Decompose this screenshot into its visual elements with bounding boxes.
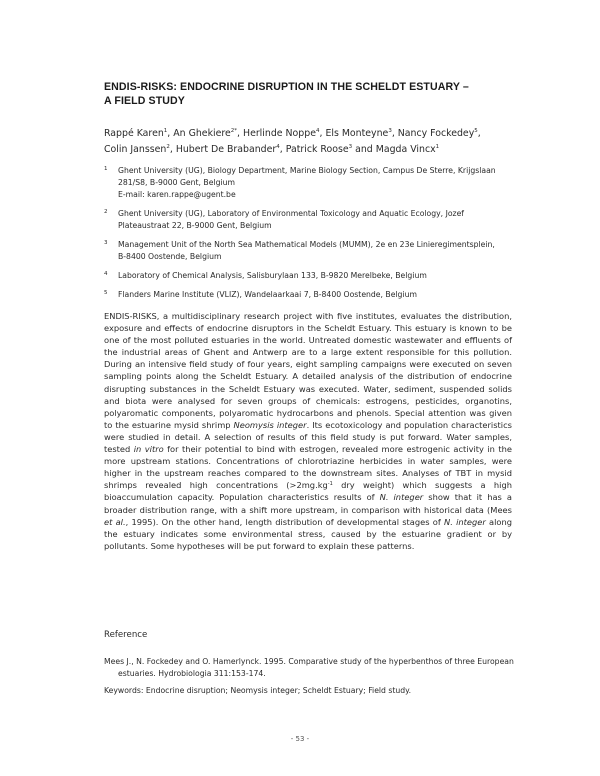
affiliation-item	[104, 289, 504, 301]
affiliation-text: Management Unit of the North Sea Mathematical Models (MUMM), 2e en 23e Linieregimentsplein, B-8400 Oostende, Belgium	[118, 240, 495, 261]
author: Patrick Roose$^3$ and	[285, 144, 376, 155]
affiliation-text: Ghent University (UG), Laboratory of Environmental Toxicology and Aquatic Ecology, Jozef Plateaustraat 22, B-9000 Gent, Belgium	[118, 209, 465, 230]
author: Colin Janssen$^2$,	[104, 144, 176, 155]
affiliation-number: 3	[104, 240, 108, 246]
author: Nancy Fockedey$^5$,	[397, 128, 481, 139]
abstract-paragraph: ENDIS-RISKS, a multidisciplinary research project with five institutes, evaluates the distribution, exposure and effects of endocrine disruptors in the Scheldt Estuary. This estuary is known to be one of the most polluted estuaries in the world. Untreated domestic wastewater and effluents of the industrial areas of Ghent and Antwerp are to a large extent responsible for this pollution. During an intensive field study of four years, eight sampling campaigns were executed on seven sampling points along the Scheldt Estuary. A detailed analysis of the distribution of endocrine disrupting substances in the Scheldt Estuary was executed. Water, sediment, suspended solids and biota were analysed for seven groups of chemicals: estrogens, pesticides, organotins, polyaromatic components, polyaromatic hydrocarbons and phenols. Special attention was given to the estuarine mysid shrimp Neomysis integer. Its ecotoxicology and population characteristics were studied in detail. A selection of results of this field study is put forward. Water samples, tested in vitro for their potential to bind with estrogen, revealed more estrogenic activity in the more upstream stations. Concentrations of chlorotriazine herbicides in water samples, were higher in the upstream reaches compared to the downstream sites. Analyses of TBT in mysid shrimps revealed high concentrations ($>2mg.kg^{-1}$ dry weight) which suggests a high bioaccumulation capacity. Population characteristics results of N. integer show that it has a broader distribution range, with a shift more upstream, in comparison with historical data (Mees et al., 1995). On the other hand, length distribution of developmental stages of N. integer along the estuary indicates some environmental stress, caused by the estuarine gradient or by pollutants. Some hypotheses will be put forward to explain these patterns.	[104, 311, 512, 551]
author: Rappé Karen$^1$,	[104, 128, 174, 139]
species-name: N. integer	[444, 516, 486, 527]
title-line-1: ENDIS-RISKS: ENDOCRINE DISRUPTION IN THE SCHELDT ESTUARY –	[104, 81, 469, 93]
page-number: - 53 -	[290, 735, 310, 743]
affiliation-item	[104, 270, 504, 282]
affiliation-item	[104, 239, 504, 263]
author: Hubert De Brabander$^4$,	[175, 144, 286, 155]
title-line-2: A FIELD STUDY	[104, 95, 185, 107]
affiliation-number: 2	[104, 209, 108, 215]
affiliation-text: Laboratory of Chemical Analysis, Salisburylaan 133, B-9820 Merelbeke, Belgium	[118, 271, 427, 280]
affiliation-number: 4	[104, 271, 108, 277]
species-name: N. integer	[379, 492, 424, 503]
species-name: Neomysis integer	[233, 419, 307, 430]
contact-email: E-mail: karen.rappe@ugent.be	[118, 190, 236, 199]
affiliation-item	[104, 208, 504, 232]
et-al: et al.	[104, 516, 126, 527]
author: Els Monteyne$^3$,	[325, 128, 398, 139]
author: An Ghekiere$^{2*}$,	[173, 128, 244, 139]
affiliation-list	[104, 165, 504, 308]
affiliation-number: 5	[104, 290, 108, 296]
affiliation-item	[104, 165, 504, 201]
affiliation-text: Ghent University (UG), Biology Department, Marine Biology Section, Campus De Sterre, Krijgslaan 281/S8, B-9000 Gent, Belgium	[118, 166, 496, 187]
unit-exponent: -1	[327, 481, 333, 488]
reference-heading: Reference	[104, 630, 148, 640]
author: Herlinde Noppe$^4$,	[243, 128, 326, 139]
paper-title	[104, 80, 504, 108]
author-list	[104, 126, 504, 158]
author: Magda Vincx$^1$	[375, 144, 440, 155]
in-vitro-term: in vitro	[133, 444, 164, 455]
affiliation-number: 1	[104, 166, 108, 172]
reference-item: Mees J., N. Fockedey and O. Hamerlynck. 1995. Comparative study of the hyperbenthos of three European estuaries. Hydrobiologia 311:153-174.	[104, 657, 514, 678]
affiliation-text: Flanders Marine Institute (VLIZ), Wandelaarkaai 7, B-8400 Oostende, Belgium	[118, 290, 417, 299]
keywords: Keywords: Endocrine disruption; Neomysis integer; Scheldt Estuary; Field study.	[104, 686, 412, 695]
